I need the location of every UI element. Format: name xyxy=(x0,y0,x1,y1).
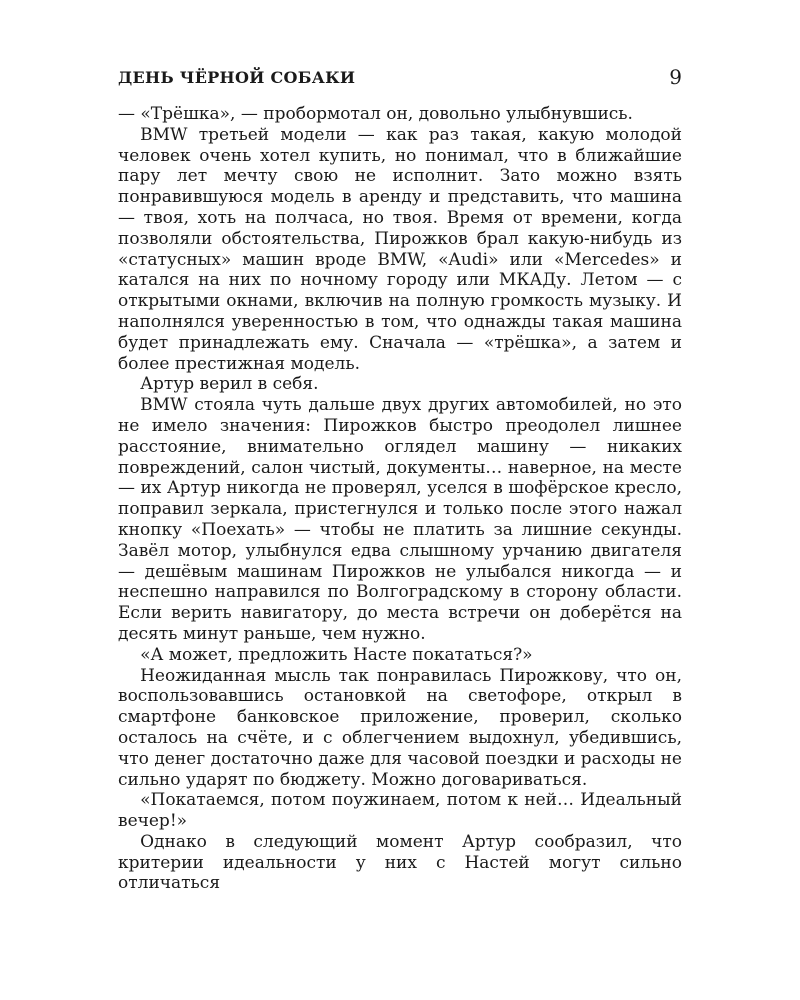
running-title: ДЕНЬ ЧЁРНОЙ СОБАКИ xyxy=(118,68,356,87)
paragraph: BMW стояла чуть дальше двух других автомобилей, но это не имело значения: Пирожков быстро преодолел лишнее расстояние, внимательно оглядел машину — никаких повреждений, салон чистый, документы… наверное, на месте — их Артур никогда не проверял, уселся в шофёрское кресло, поправил зеркала, пристегнулся и только после этого нажал кнопку «Поехать» — чтобы не платить за лишние секунды. Завёл мотор, улыбнулся едва слышному урчанию двигателя — дешёвым машинам Пирожков не улыбался никогда — и неспешно направился по Волгоградскому в сторону области. Если верить навигатору, до места встречи он доберётся на десять минут раньше, чем нужно. xyxy=(118,395,682,644)
paragraph: «Покатаемся, потом поужинаем, потом к ней… Идеальный вечер!» xyxy=(118,790,682,832)
page-header xyxy=(118,65,682,92)
paragraph: BMW третьей модели — как раз такая, какую молодой человек очень хотел купить, но понимал, что в ближайшие пару лет мечту свою не исполнит. Зато можно взять понравившуюся модель в аренду и представить, что машина — твоя, хоть на полчаса, но твоя. Время от времени, когда позволяли обстоятельства, Пирожков брал какую-нибудь из «статусных» машин вроде BMW, «Audi» или «Mercedes» и катался на них по ночному городу или МКАДу. Летом — с открытыми окнами, включив на полную громкость музыку. И наполнялся уверенностью в том, что однажды такая машина будет принадлежать ему. Сначала — «трёшка», а затем и более престижная модель. xyxy=(118,124,682,374)
paragraph: — «Трёшка», — пробормотал он, довольно улыбнувшись. xyxy=(118,104,633,124)
page-number: 9 xyxy=(669,65,682,89)
paragraph: «А может, предложить Насте покататься?» xyxy=(140,644,533,665)
paragraph: Неожиданная мысль так понравилась Пирожкову, что он, воспользовавшись остановкой на светофоре, открыл в смартфоне банковское приложение, проверил, сколько осталось на счёте, и с облегчением выдохнул, убедившись, что денег достаточно даже для часовой поездки и расходы не сильно ударят по бюджету. Можно договариваться. xyxy=(118,665,682,790)
paragraph: Однако в следующий момент Артур сообразил, что критерии идеальности у них с Настей могут сильно отличаться xyxy=(118,831,682,894)
paragraph: Артур верил в себя. xyxy=(140,374,319,395)
body-text xyxy=(118,104,682,894)
